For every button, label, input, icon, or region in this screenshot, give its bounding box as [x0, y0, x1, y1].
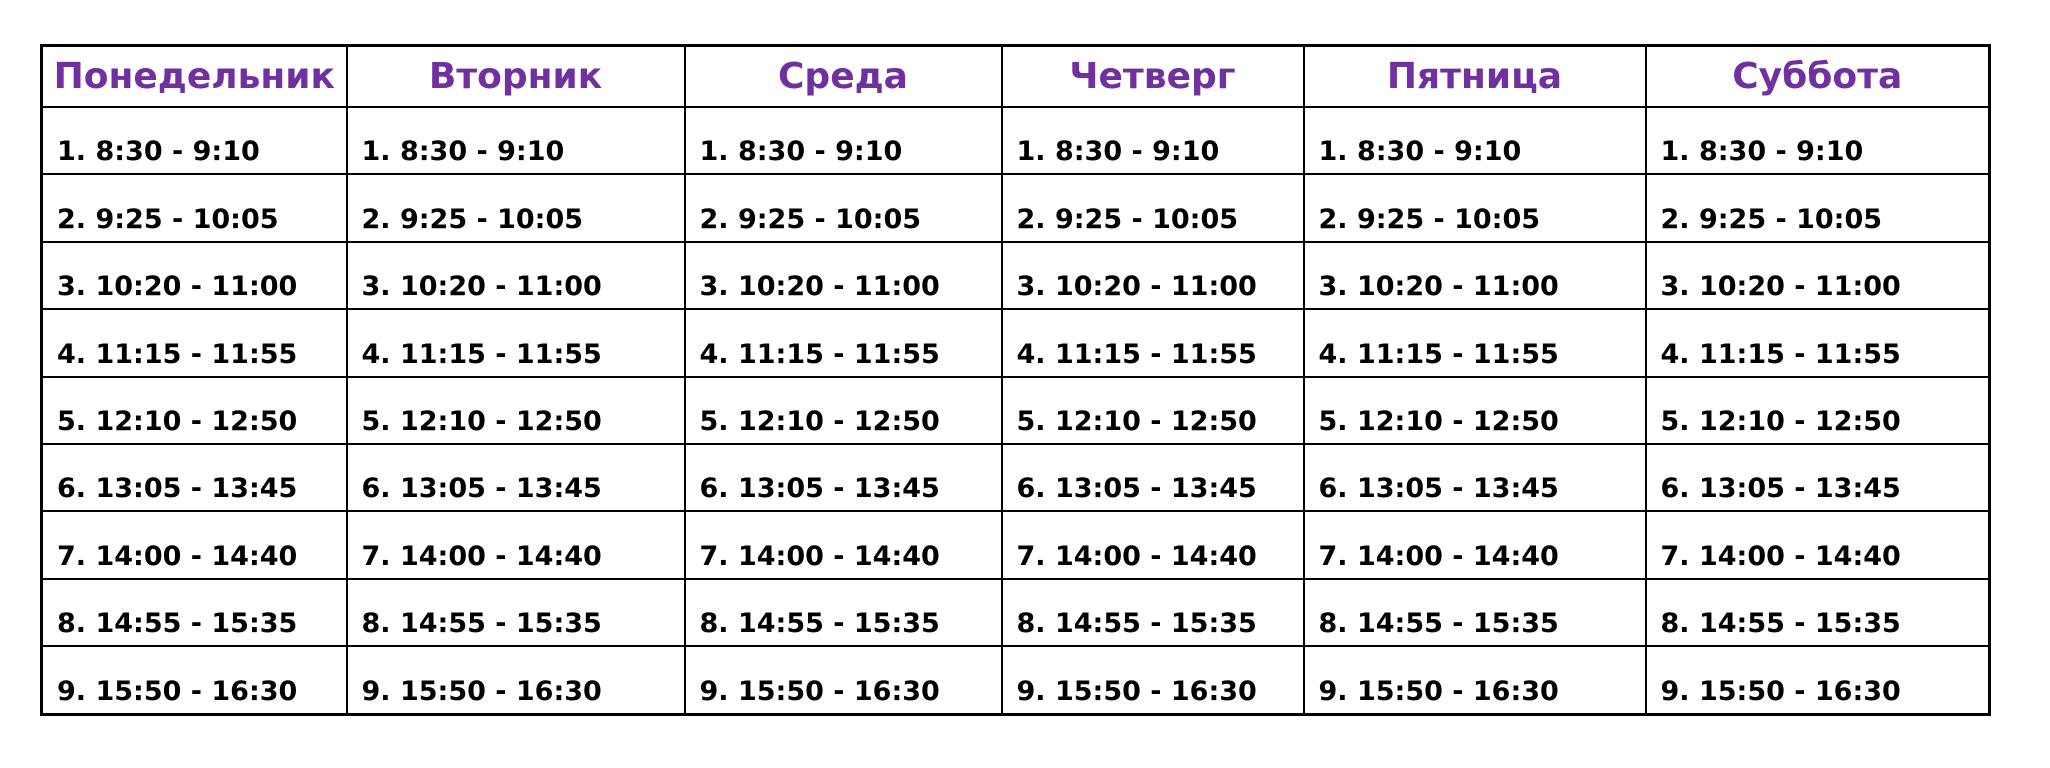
lesson-time-cell: 6. 13:05 - 13:45 — [347, 444, 685, 511]
schedule-table-container — [40, 44, 1991, 716]
lesson-row-7 — [42, 511, 1990, 578]
lesson-time-cell: 5. 12:10 - 12:50 — [347, 377, 685, 444]
lesson-time-cell: 3. 10:20 - 11:00 — [42, 242, 347, 309]
schedule-header-row — [42, 46, 1990, 108]
lesson-time-cell: 4. 11:15 - 11:55 — [1646, 309, 1990, 376]
lesson-row-6 — [42, 444, 1990, 511]
lesson-time-cell: 1. 8:30 - 9:10 — [347, 107, 685, 174]
lesson-time-cell: 1. 8:30 - 9:10 — [1646, 107, 1990, 174]
lesson-row-3 — [42, 242, 1990, 309]
lesson-time-cell: 9. 15:50 - 16:30 — [1646, 646, 1990, 714]
lesson-row-5 — [42, 377, 1990, 444]
lesson-time-cell: 2. 9:25 - 10:05 — [347, 174, 685, 241]
lesson-time-cell: 7. 14:00 - 14:40 — [1002, 511, 1304, 578]
lesson-time-cell: 8. 14:55 - 15:35 — [1646, 579, 1990, 646]
lesson-time-cell: 1. 8:30 - 9:10 — [42, 107, 347, 174]
lesson-time-cell: 4. 11:15 - 11:55 — [685, 309, 1002, 376]
lesson-time-cell: 3. 10:20 - 11:00 — [1304, 242, 1646, 309]
lesson-time-cell: 9. 15:50 - 16:30 — [1304, 646, 1646, 714]
lesson-time-cell: 3. 10:20 - 11:00 — [347, 242, 685, 309]
lesson-time-cell: 9. 15:50 - 16:30 — [685, 646, 1002, 714]
day-header-wednesday: Среда — [685, 46, 1002, 108]
lesson-time-cell: 2. 9:25 - 10:05 — [1304, 174, 1646, 241]
lesson-time-cell: 3. 10:20 - 11:00 — [685, 242, 1002, 309]
schedule-table — [40, 44, 1991, 716]
lesson-time-cell: 7. 14:00 - 14:40 — [685, 511, 1002, 578]
lesson-time-cell: 6. 13:05 - 13:45 — [1002, 444, 1304, 511]
day-header-thursday: Четверг — [1002, 46, 1304, 108]
lesson-time-cell: 4. 11:15 - 11:55 — [1304, 309, 1646, 376]
lesson-time-cell: 7. 14:00 - 14:40 — [1646, 511, 1990, 578]
lesson-time-cell: 1. 8:30 - 9:10 — [1002, 107, 1304, 174]
lesson-time-cell: 7. 14:00 - 14:40 — [347, 511, 685, 578]
lesson-row-9 — [42, 646, 1990, 714]
lesson-time-cell: 4. 11:15 - 11:55 — [42, 309, 347, 376]
lesson-time-cell: 6. 13:05 - 13:45 — [1304, 444, 1646, 511]
lesson-time-cell: 1. 8:30 - 9:10 — [1304, 107, 1646, 174]
lesson-time-cell: 9. 15:50 - 16:30 — [42, 646, 347, 714]
lesson-time-cell: 1. 8:30 - 9:10 — [685, 107, 1002, 174]
lesson-time-cell: 2. 9:25 - 10:05 — [42, 174, 347, 241]
lesson-time-cell: 2. 9:25 - 10:05 — [1002, 174, 1304, 241]
lesson-time-cell: 7. 14:00 - 14:40 — [1304, 511, 1646, 578]
lesson-time-cell: 6. 13:05 - 13:45 — [1646, 444, 1990, 511]
lesson-time-cell: 8. 14:55 - 15:35 — [347, 579, 685, 646]
lesson-time-cell: 3. 10:20 - 11:00 — [1646, 242, 1990, 309]
lesson-time-cell: 4. 11:15 - 11:55 — [347, 309, 685, 376]
lesson-time-cell: 8. 14:55 - 15:35 — [685, 579, 1002, 646]
lesson-time-cell: 5. 12:10 - 12:50 — [685, 377, 1002, 444]
day-header-friday: Пятница — [1304, 46, 1646, 108]
lesson-time-cell: 8. 14:55 - 15:35 — [42, 579, 347, 646]
day-header-saturday: Суббота — [1646, 46, 1990, 108]
lesson-time-cell: 5. 12:10 - 12:50 — [1002, 377, 1304, 444]
lesson-time-cell: 2. 9:25 - 10:05 — [685, 174, 1002, 241]
lesson-time-cell: 8. 14:55 - 15:35 — [1304, 579, 1646, 646]
lesson-time-cell: 7. 14:00 - 14:40 — [42, 511, 347, 578]
lesson-time-cell: 5. 12:10 - 12:50 — [1646, 377, 1990, 444]
lesson-time-cell: 9. 15:50 - 16:30 — [1002, 646, 1304, 714]
lesson-time-cell: 8. 14:55 - 15:35 — [1002, 579, 1304, 646]
lesson-time-cell: 6. 13:05 - 13:45 — [685, 444, 1002, 511]
lesson-row-1 — [42, 107, 1990, 174]
day-header-tuesday: Вторник — [347, 46, 685, 108]
lesson-time-cell: 5. 12:10 - 12:50 — [1304, 377, 1646, 444]
day-header-monday: Понедельник — [42, 46, 347, 108]
lesson-time-cell: 2. 9:25 - 10:05 — [1646, 174, 1990, 241]
lesson-row-2 — [42, 174, 1990, 241]
lesson-time-cell: 6. 13:05 - 13:45 — [42, 444, 347, 511]
lesson-row-8 — [42, 579, 1990, 646]
lesson-time-cell: 9. 15:50 - 16:30 — [347, 646, 685, 714]
schedule-body — [42, 107, 1990, 714]
lesson-time-cell: 5. 12:10 - 12:50 — [42, 377, 347, 444]
lesson-time-cell: 3. 10:20 - 11:00 — [1002, 242, 1304, 309]
lesson-row-4 — [42, 309, 1990, 376]
lesson-time-cell: 4. 11:15 - 11:55 — [1002, 309, 1304, 376]
